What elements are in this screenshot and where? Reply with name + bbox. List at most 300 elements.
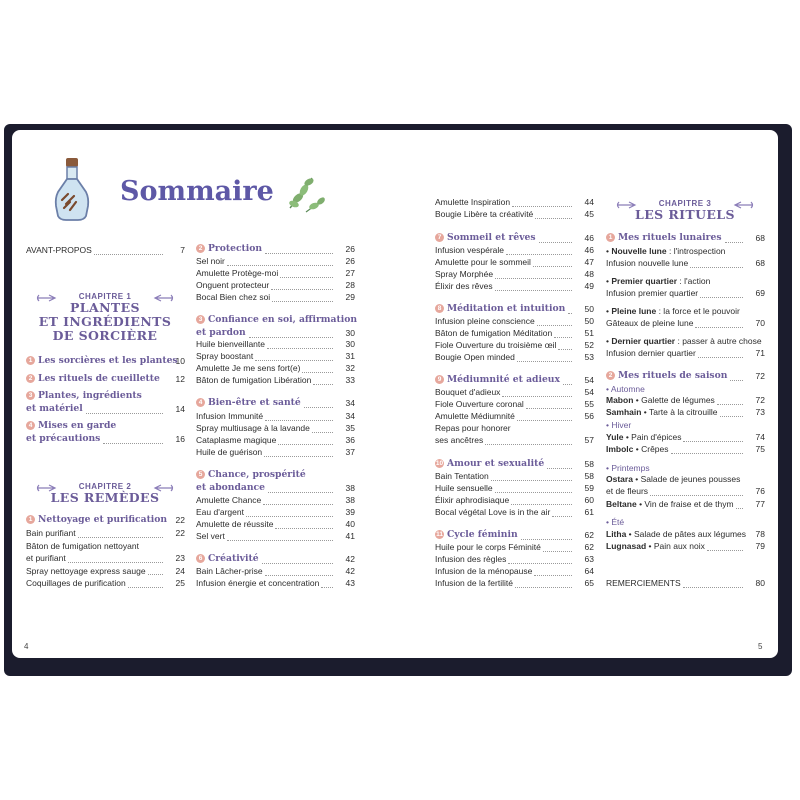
toc-entry	[196, 291, 270, 303]
dot-leader	[720, 416, 744, 417]
dot-leader	[534, 575, 572, 576]
section-heading	[26, 513, 167, 526]
chapter-heading	[25, 292, 185, 343]
toc-entry	[606, 498, 734, 510]
toc-entry-label: Bain Tentation	[435, 471, 489, 481]
dot-leader	[148, 574, 163, 575]
toc-entry	[435, 398, 524, 410]
dot-leader	[68, 562, 163, 563]
season-label: • Hiver	[606, 420, 632, 430]
page-number: 26	[345, 244, 355, 254]
section-title: Amour et sexualité	[447, 458, 545, 469]
section-title-line2: et abondance	[196, 482, 265, 493]
toc-entry-label: Infusion Immunité	[196, 411, 264, 421]
page-number: 32	[345, 363, 355, 373]
toc-entry-label: • Pain d'épices	[623, 432, 682, 442]
dot-leader	[725, 242, 744, 243]
dot-leader	[265, 420, 333, 421]
toc-entry-label: • Crêpes	[633, 444, 669, 454]
toc-entry-label: Spray multiusage à la lavande	[196, 423, 310, 433]
toc-entry-label: Huile sensuelle	[435, 483, 493, 493]
page-number: 72	[755, 371, 765, 381]
page-number: 70	[755, 318, 765, 328]
toc-entry	[196, 410, 263, 422]
section-heading	[435, 528, 518, 541]
page-number: 56	[584, 411, 594, 421]
toc-entry-label: • Salade de pâtes aux légumes	[626, 529, 747, 539]
chapter-heading	[605, 199, 765, 222]
section-heading	[196, 552, 259, 565]
toc-entry-label: Sel vert	[196, 531, 225, 541]
toc-entry-label: Bougie Open minded	[435, 352, 515, 362]
dot-leader	[278, 444, 333, 445]
dot-leader	[506, 254, 572, 255]
dot-leader	[128, 587, 163, 588]
page-number: 78	[755, 529, 765, 539]
toc-entry	[196, 279, 269, 291]
page-number: 69	[755, 288, 765, 298]
page-number: 80	[755, 578, 765, 588]
section-title: Créativité	[208, 553, 259, 564]
toc-entry-label: • Tarte à la citrouille	[641, 407, 718, 417]
toc-entry-label: ses ancêtres	[435, 435, 484, 445]
toc-entry-label: REMERCIEMENTS	[606, 578, 681, 588]
dot-leader	[563, 384, 572, 385]
page-number: 76	[755, 486, 765, 496]
bullet: •	[606, 276, 612, 286]
toc-entry-label: Bâton de fumigation Libération	[196, 375, 312, 385]
dot-leader	[690, 267, 743, 268]
toc-entry-label: Amulette pour le sommeil	[435, 257, 531, 267]
page-number: 24	[175, 565, 185, 576]
toc-entry-label: Huile de guérison	[196, 447, 263, 457]
page-number: 40	[345, 519, 355, 529]
dot-leader	[103, 443, 163, 444]
toc-entry	[606, 305, 740, 317]
toc-entry	[606, 577, 681, 589]
page-number: 48	[584, 269, 594, 279]
dot-leader	[730, 380, 743, 381]
page-number: 31	[345, 351, 355, 361]
section-title: Les rituels de cueillette	[38, 373, 160, 384]
page-number: 42	[345, 566, 355, 576]
herb-sprig-icon	[284, 168, 330, 216]
page-number: 61	[584, 507, 594, 517]
toc-entry	[606, 394, 715, 406]
dot-leader	[302, 372, 333, 373]
toc-entry-label: Bâton de fumigation nettoyant	[26, 540, 139, 551]
section-number-badge: 1	[26, 515, 35, 524]
section-title: Mes rituels de saison	[618, 370, 728, 381]
toc-entry-label: Coquillages de purification	[26, 578, 126, 588]
page-number: 38	[345, 483, 355, 493]
toc-entry	[435, 553, 506, 565]
toc-entry	[196, 506, 244, 518]
section-title: Chance, prospérité	[208, 469, 306, 480]
toc-entry-label: Amulette Je me sens fort(e)	[196, 363, 301, 373]
page-number: 27	[345, 268, 355, 278]
section-heading	[435, 302, 565, 315]
dot-leader	[537, 325, 572, 326]
toc-entry-label: : l'introspection	[666, 246, 726, 256]
toc-entry-bold: Beltane	[606, 499, 637, 509]
dot-leader	[495, 278, 572, 279]
toc-entry	[196, 446, 262, 458]
toc-entry	[435, 422, 511, 434]
section-number-badge: 7	[435, 233, 444, 242]
toc-entry	[606, 540, 705, 552]
toc-entry	[196, 350, 253, 362]
page-number: 39	[345, 507, 355, 517]
section-number-badge: 10	[435, 460, 444, 467]
dot-leader	[533, 266, 572, 267]
dot-leader	[262, 563, 333, 564]
toc-entry	[435, 268, 493, 280]
toc-entry	[196, 565, 263, 577]
toc-entry	[196, 530, 225, 542]
dot-leader	[495, 290, 572, 291]
page-number: 12	[175, 374, 185, 384]
chapter-label: CHAPITRE 3	[658, 199, 712, 208]
toc-entry-label: Eau d'argent	[196, 507, 244, 517]
toc-entry	[196, 267, 278, 279]
dot-leader	[535, 218, 572, 219]
page-number-right: 5	[758, 642, 763, 651]
page-number: 14	[175, 404, 185, 414]
toc-entry	[196, 422, 310, 434]
toc-entry-label: : passer à autre chose	[675, 336, 762, 346]
dot-leader	[508, 563, 572, 564]
page-number: 63	[584, 554, 594, 564]
toc-entry	[26, 577, 126, 589]
chapter-title: PLANTES	[70, 300, 140, 315]
section-heading	[26, 419, 116, 432]
toc-entry-label: Gâteaux de pleine lune	[606, 318, 694, 328]
chapter-label: CHAPITRE 2	[78, 482, 132, 491]
toc-entry-label: Bain purifiant	[26, 528, 76, 538]
toc-entry-label: Infusion énergie et concentration	[196, 578, 320, 588]
page-number: 59	[584, 483, 594, 493]
page-number: 30	[345, 328, 355, 338]
page-number: 54	[584, 375, 594, 385]
toc-entry	[606, 287, 698, 299]
page-number: 16	[175, 434, 185, 444]
section-title: Plantes, ingrédients	[38, 390, 142, 401]
section-heading	[606, 369, 727, 382]
section-title: Les sorcières et les plantes	[38, 355, 178, 366]
toc-entry	[606, 443, 669, 455]
toc-entry-label: Spray boostant	[196, 351, 254, 361]
dot-leader	[86, 413, 163, 414]
dot-leader	[246, 516, 333, 517]
section-title: Sommeil et rêves	[447, 232, 536, 243]
toc-entry-label: Amulette Protège-moi	[196, 268, 279, 278]
section-title-line2: et matériel	[26, 403, 83, 414]
dot-leader	[700, 297, 743, 298]
section-heading	[196, 242, 262, 255]
toc-entry-bold: Imbolc	[606, 444, 634, 454]
toc-entry	[26, 565, 146, 577]
toc-entry	[606, 335, 762, 347]
page-number: 42	[345, 554, 355, 564]
page-number: 54	[584, 387, 594, 397]
section-heading	[435, 457, 544, 470]
page-number: 64	[584, 566, 594, 576]
section-number-badge: 11	[436, 531, 443, 538]
toc-entry	[196, 577, 319, 589]
section-heading	[435, 231, 536, 244]
section-heading	[26, 389, 142, 402]
toc-entry	[435, 541, 541, 553]
dot-leader	[512, 206, 572, 207]
page-number: 22	[175, 528, 185, 538]
section-title: Cycle féminin	[447, 529, 518, 540]
page-number: 57	[584, 435, 594, 445]
section-number-badge: 1	[606, 233, 615, 242]
toc-entry	[435, 256, 531, 268]
page-number: 46	[584, 233, 594, 243]
toc-entry-label: Fiole Ouverture du troisième œil	[435, 340, 557, 350]
dot-leader	[491, 480, 572, 481]
section-title: Médiumnité et adieux	[447, 374, 560, 385]
toc-entry-label: et de fleurs	[606, 486, 649, 496]
chapter-label: CHAPITRE 1	[78, 292, 132, 301]
toc-entry	[606, 275, 710, 287]
dot-leader	[304, 407, 333, 408]
page-number: 43	[345, 578, 355, 588]
dot-leader	[263, 504, 333, 505]
dot-leader	[698, 357, 743, 358]
toc-entry-label: • Galette de légumes	[633, 395, 715, 405]
page-number: 71	[755, 348, 765, 358]
toc-entry-bold: Pleine lune	[611, 306, 657, 316]
page-number: 62	[584, 542, 594, 552]
toc-entry-label: Bocal Bien chez soi	[196, 292, 271, 302]
season-label: • Été	[606, 517, 625, 527]
toc-entry	[435, 315, 535, 327]
section-title: Nettoyage et purification	[38, 514, 168, 525]
dot-leader	[485, 444, 572, 445]
season-label: • Automne	[606, 384, 645, 394]
page-number: 68	[755, 233, 765, 243]
toc-entry-label: Spray Morphée	[435, 269, 494, 279]
toc-entry	[606, 317, 693, 329]
page-number: 73	[755, 407, 765, 417]
dot-leader	[717, 404, 743, 405]
toc-entry-bold: Litha	[606, 529, 627, 539]
chapter-title: LES REMÈDES	[50, 490, 160, 505]
toc-entry-label: Élixir aphrodisiaque	[435, 495, 510, 505]
dot-leader	[268, 492, 333, 493]
toc-entry-label: Bâton de fumigation Méditation	[435, 328, 553, 338]
toc-entry-label: Infusion dernier quartier	[606, 348, 696, 358]
section-number-badge: 5	[196, 470, 205, 479]
toc-entry-label: Bouquet d'adieux	[435, 387, 501, 397]
toc-entry	[606, 485, 648, 497]
dot-leader	[255, 360, 333, 361]
section-number-badge: 9	[435, 375, 444, 384]
section-title: Bien-être et santé	[208, 397, 301, 408]
toc-entry	[435, 577, 513, 589]
page-number: 37	[345, 447, 355, 457]
dot-leader	[280, 277, 333, 278]
toc-entry-label: : l'action	[677, 276, 711, 286]
dot-leader	[265, 575, 333, 576]
section-title: Confiance en soi, affirmation	[208, 314, 358, 325]
section-heading	[435, 373, 560, 386]
page-number: 25	[175, 578, 185, 588]
dot-leader	[539, 242, 572, 243]
toc-entry	[435, 565, 532, 577]
toc-entry	[435, 327, 552, 339]
toc-entry-label: AVANT-PROPOS	[26, 245, 92, 255]
page-number: 72	[755, 395, 765, 405]
section-number-badge: 2	[26, 374, 35, 383]
dot-leader	[707, 550, 743, 551]
section-heading	[196, 396, 301, 409]
dot-leader	[502, 396, 572, 397]
page-number: 53	[584, 352, 594, 362]
dot-leader	[227, 540, 333, 541]
toc-entry	[606, 245, 725, 257]
toc-entry-bold: Samhain	[606, 407, 642, 417]
page-number: 47	[584, 257, 594, 267]
toc-entry	[26, 244, 92, 256]
bullet: •	[606, 246, 612, 256]
toc-entry	[26, 540, 139, 552]
toc-entry-label: Bain Lâcher-prise	[196, 566, 263, 576]
toc-entry-label: et purifiant	[26, 553, 66, 563]
bullet: •	[606, 336, 612, 346]
toc-entry-label: Onguent protecteur	[196, 280, 270, 290]
section-number-badge: 3	[196, 315, 205, 324]
section-heading	[26, 372, 160, 385]
page-number: 29	[345, 292, 355, 302]
page-number: 34	[345, 398, 355, 408]
toc-entry	[196, 255, 225, 267]
toc-entry-label: Amulette Chance	[196, 495, 262, 505]
toc-entry	[196, 338, 265, 350]
section-number-badge: 2	[196, 244, 205, 253]
dot-leader	[271, 289, 333, 290]
section-title-line2: et pardon	[196, 327, 246, 338]
section-number-badge: 4	[196, 398, 205, 407]
section-number-badge: 8	[435, 304, 444, 313]
page-number: 30	[345, 339, 355, 349]
toc-entry	[435, 339, 556, 351]
toc-entry-label: Infusion de la fertilité	[435, 578, 513, 588]
toc-entry	[196, 434, 276, 446]
section-title: Mes rituels lunaires	[618, 232, 722, 243]
dot-leader	[650, 495, 743, 496]
toc-entry-bold: Yule	[606, 432, 624, 442]
dot-leader	[517, 361, 572, 362]
toc-entry	[435, 482, 493, 494]
dot-leader	[511, 504, 572, 505]
section-title: Protection	[208, 243, 263, 254]
page-number: 79	[755, 541, 765, 551]
toc-entry	[435, 196, 510, 208]
page-title: Sommaire	[120, 176, 274, 207]
toc-entry-label: Bocal végétal Love is in the air	[435, 507, 551, 517]
page-number: 50	[584, 304, 594, 314]
dot-leader	[695, 327, 743, 328]
dot-leader	[558, 349, 572, 350]
toc-entry	[606, 347, 696, 359]
section-title: Méditation et intuition	[447, 303, 566, 314]
page-number: 74	[755, 432, 765, 442]
page-number: 26	[345, 256, 355, 266]
section-number-badge: 6	[196, 554, 205, 563]
section-number-badge: 1	[26, 356, 35, 365]
section-heading	[26, 354, 178, 367]
page-number: 35	[345, 423, 355, 433]
toc-entry-label: Infusion vespérale	[435, 245, 504, 255]
toc-entry	[196, 374, 311, 386]
dot-leader	[543, 551, 572, 552]
toc-entry	[435, 351, 515, 363]
toc-entry	[435, 494, 509, 506]
toc-entry-label: Bougie Libère ta créativité	[435, 209, 534, 219]
toc-entry-label: : la force et le pouvoir	[656, 306, 740, 316]
toc-entry	[435, 434, 483, 446]
section-title-line2: et précautions	[26, 433, 101, 444]
toc-entry	[196, 518, 273, 530]
toc-entry-label: Fiole Ouverture coronal	[435, 399, 524, 409]
potion-bottle-icon	[52, 156, 92, 222]
dot-leader	[515, 587, 572, 588]
toc-entry-label: • Vin de fraise et de thym	[636, 499, 734, 509]
page-number: 77	[755, 499, 765, 509]
toc-entry	[196, 362, 300, 374]
dot-leader	[267, 348, 333, 349]
toc-entry-label: Infusion des règles	[435, 554, 507, 564]
section-heading	[196, 468, 306, 481]
toc-entry-bold: Nouvelle lune	[611, 246, 667, 256]
dot-leader	[265, 253, 333, 254]
dot-leader	[94, 254, 163, 255]
page-number: 22	[175, 515, 185, 525]
dot-leader	[264, 456, 333, 457]
toc-entry-label: Amulette Médiumnité	[435, 411, 515, 421]
page-number: 38	[345, 495, 355, 505]
page-number: 45	[584, 209, 594, 219]
page-number: 50	[584, 316, 594, 326]
toc-entry	[435, 244, 504, 256]
page-number: 58	[584, 459, 594, 469]
toc-entry-label: • Pain aux noix	[646, 541, 705, 551]
dot-leader	[568, 313, 572, 314]
toc-entry-label: Infusion de la ménopause	[435, 566, 533, 576]
toc-entry-bold: Lugnasad	[606, 541, 647, 551]
page-number-left: 4	[24, 642, 29, 651]
dot-leader	[683, 587, 743, 588]
toc-entry-bold: Premier quartier	[611, 276, 678, 286]
page-number: 55	[584, 399, 594, 409]
toc-entry	[435, 506, 550, 518]
toc-entry-label: Élixir des rêves	[435, 281, 493, 291]
toc-entry	[606, 528, 746, 540]
section-number-badge: 4	[26, 421, 35, 430]
dot-leader	[227, 265, 333, 266]
page-number: 58	[584, 471, 594, 481]
toc-entry	[435, 280, 493, 292]
dot-leader	[521, 539, 572, 540]
dot-leader	[78, 537, 163, 538]
dot-leader	[683, 441, 743, 442]
toc-entry	[26, 552, 66, 564]
page-number: 52	[584, 340, 594, 350]
